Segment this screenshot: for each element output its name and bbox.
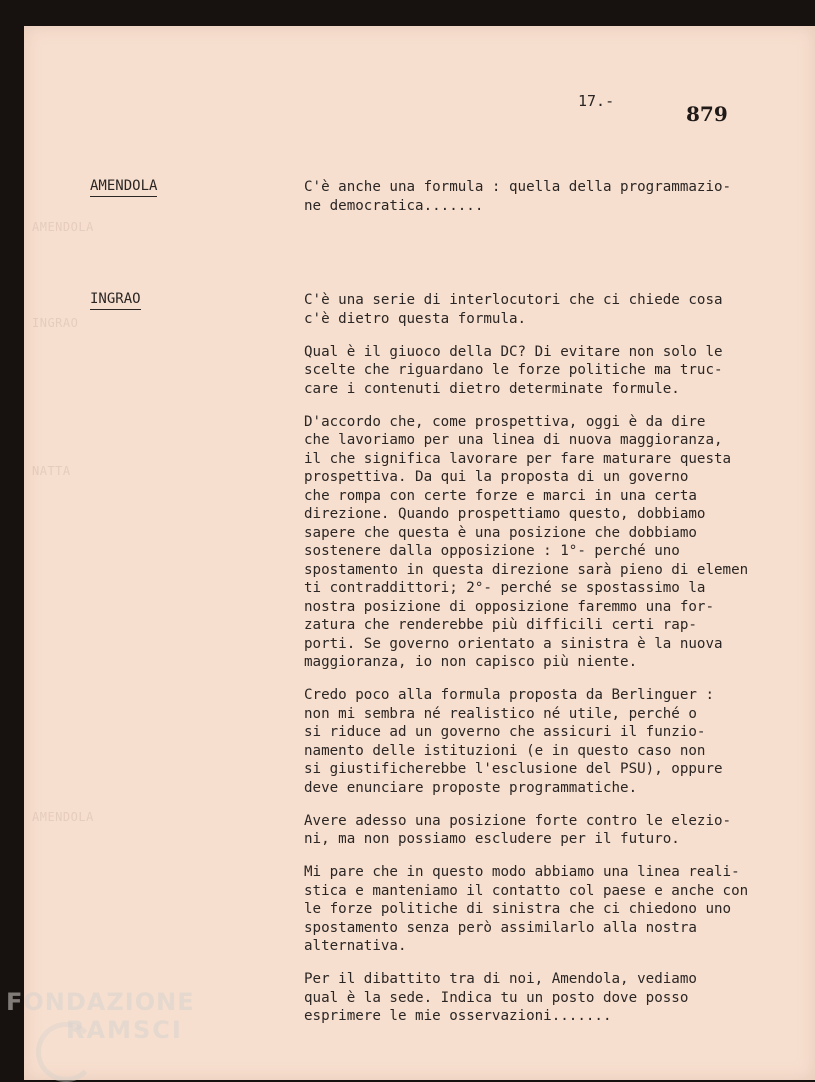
bleed-through-label: AMENDOLA (32, 220, 94, 234)
speech-paragraph: Avere adesso una posizione forte contro le elezio- ni, ma non possiamo escludere per il futuro. (304, 812, 732, 847)
watermark-line: FONDAZIONE (6, 988, 195, 1016)
speech-paragraph: Mi pare che in questo modo abbiamo una linea reali- stica e manteniamo il contatto col paese e anche con le forze politiche di sinistra che ci chiedono uno spostamento senza però assimilarlo alla nostra alternativa. (304, 864, 749, 954)
speech-block (304, 178, 792, 230)
bleed-through-label: INGRAO (32, 316, 79, 330)
speech-paragraph: C'è una serie di interlocutori che ci chiede cosa c'è dietro questa formula. (304, 292, 723, 327)
speech-block (304, 291, 792, 1040)
bleed-through-label: NATTA (32, 464, 71, 478)
page-number-stamped: 879 (686, 102, 728, 126)
speech-paragraph: Credo poco alla formula proposta da Berlinguer : non mi sembra né realistico né utile, perché o si riduce ad un governo che assicuri il funzio- namento delle istituzioni (e in questo caso non si giustificherebbe l'esclusione del PSU), oppure deve enunciare proposte programmatiche. (304, 687, 723, 796)
page-number-typed: 17.- (578, 92, 615, 110)
speaker-name: AMENDOLA (90, 178, 157, 197)
speech-paragraph: D'accordo che, come prospettiva, oggi è da dire che lavoriamo per una linea di nuova maggioranza, il che significa lavorare per fare maturare questa prospettiva. Da qui la proposta di un governo che rompa con certe forze e marci in una certa direzione. Quando prospettiamo questo, dobbiamo sapere che questa è una posizione che dobbiamo sostenere dalla opposizione : 1°- perché uno spostamento in questa direzione sarà pieno di elemen ti contraddittori; 2°- perché se spostassimo la nostra posizione di opposizione faremmo una for- zatura che renderebbe più difficili certi rap- porti. Se governo orientato a sinistra è la nuova maggioranza, io non capisco più niente. (304, 413, 749, 670)
speech-paragraph: C'è anche una formula : quella della programmazio- ne democratica....... (304, 179, 732, 214)
archive-watermark (6, 990, 195, 1042)
speech-paragraph: Qual è il giuoco della DC? Di evitare non solo le scelte che riguardano le forze politiche ma truc- care i contenuti dietro determinate formule. (304, 343, 723, 397)
bleed-through-label: AMENDOLA (32, 810, 94, 824)
watermark-line: RAMSCI (66, 1016, 183, 1044)
speech-paragraph: Per il dibattito tra di noi, Amendola, vediamo qual è la sede. Indica tu un posto dove posso esprimere le mie osservazioni....... (304, 971, 697, 1024)
speaker-name: INGRAO (90, 291, 141, 310)
